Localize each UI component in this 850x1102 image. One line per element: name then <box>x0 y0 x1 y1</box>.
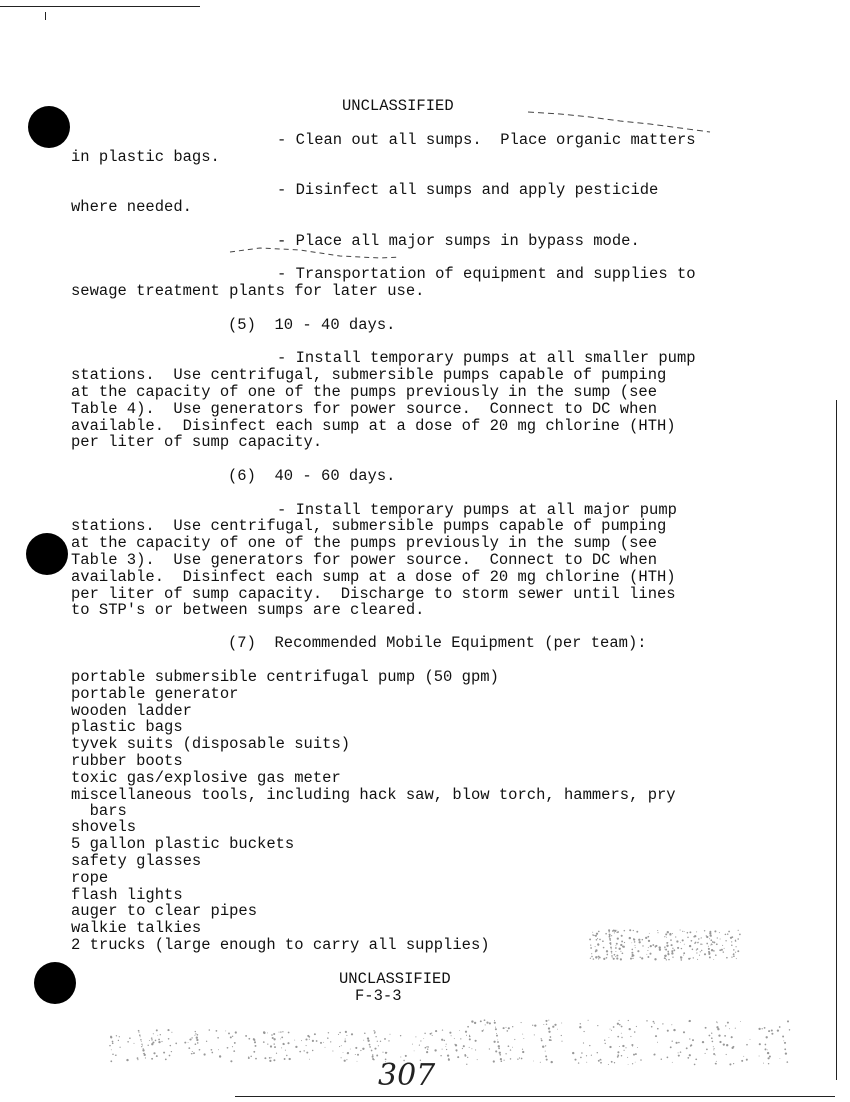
section-heading: (5) 10 - 40 days. <box>228 316 396 334</box>
body-line: at the capacity of one of the pumps previously in the sump (see <box>71 534 657 552</box>
list-item: miscellaneous tools, including hack saw, blow torch, hammers, pry <box>71 786 676 804</box>
body-line: Table 4). Use generators for power source. Connect to DC when <box>71 400 657 418</box>
list-item: tyvek suits (disposable suits) <box>71 735 351 753</box>
body-line: where needed. <box>71 198 192 216</box>
body-line: to STP's or between sumps are cleared. <box>71 601 425 619</box>
body-line: - Install temporary pumps at all smaller pump <box>277 349 696 367</box>
list-item: portable submersible centrifugal pump (50 gpm) <box>71 668 499 686</box>
section-heading: (6) 40 - 60 days. <box>228 467 396 485</box>
body-line: per liter of sump capacity. Discharge to storm sewer until lines <box>71 585 676 603</box>
list-item: 2 trucks (large enough to carry all supplies) <box>71 936 490 954</box>
list-item: flash lights <box>71 886 183 904</box>
list-item: portable generator <box>71 685 239 703</box>
list-item: rope <box>71 869 109 887</box>
body-line: in plastic bags. <box>71 148 220 166</box>
list-item: rubber boots <box>71 752 183 770</box>
body-line: - Transportation of equipment and supplies to <box>277 265 696 283</box>
body-line: available. Disinfect each sump at a dose of 20 mg chlorine (HTH) <box>71 417 676 435</box>
list-item: bars <box>71 802 127 820</box>
body-line: - Disinfect all sumps and apply pesticide <box>277 181 659 199</box>
body-line: Table 3). Use generators for power source. Connect to DC when <box>71 551 657 569</box>
list-item: 5 gallon plastic buckets <box>71 835 295 853</box>
list-item: wooden ladder <box>71 702 192 720</box>
list-item: shovels <box>71 818 137 836</box>
list-item: auger to clear pipes <box>71 902 258 920</box>
body-line: per liter of sump capacity. <box>71 433 323 451</box>
handwritten-page-number: 307 <box>378 1058 436 1093</box>
body-line: - Place all major sumps in bypass mode. <box>277 232 640 250</box>
body-line: stations. Use centrifugal, submersible pumps capable of pumping <box>71 517 667 535</box>
body-line: - Install temporary pumps at all major pump <box>277 501 677 519</box>
footer-classification: UNCLASSIFIED <box>339 970 451 988</box>
footer-page-id: F-3-3 <box>355 987 402 1005</box>
list-item: walkie talkies <box>71 919 202 937</box>
list-item: toxic gas/explosive gas meter <box>71 769 341 787</box>
list-item: plastic bags <box>71 718 183 736</box>
body-line: sewage treatment plants for later use. <box>71 282 425 300</box>
section-heading: (7) Recommended Mobile Equipment (per team): <box>228 634 647 652</box>
body-line: available. Disinfect each sump at a dose of 20 mg chlorine (HTH) <box>71 568 676 586</box>
body-line: at the capacity of one of the pumps previously in the sump (see <box>71 383 657 401</box>
header-classification: UNCLASSIFIED <box>342 97 454 115</box>
body-line: - Clean out all sumps. Place organic matters <box>277 131 696 149</box>
list-item: safety glasses <box>71 852 202 870</box>
body-line: stations. Use centrifugal, submersible pumps capable of pumping <box>71 366 667 384</box>
